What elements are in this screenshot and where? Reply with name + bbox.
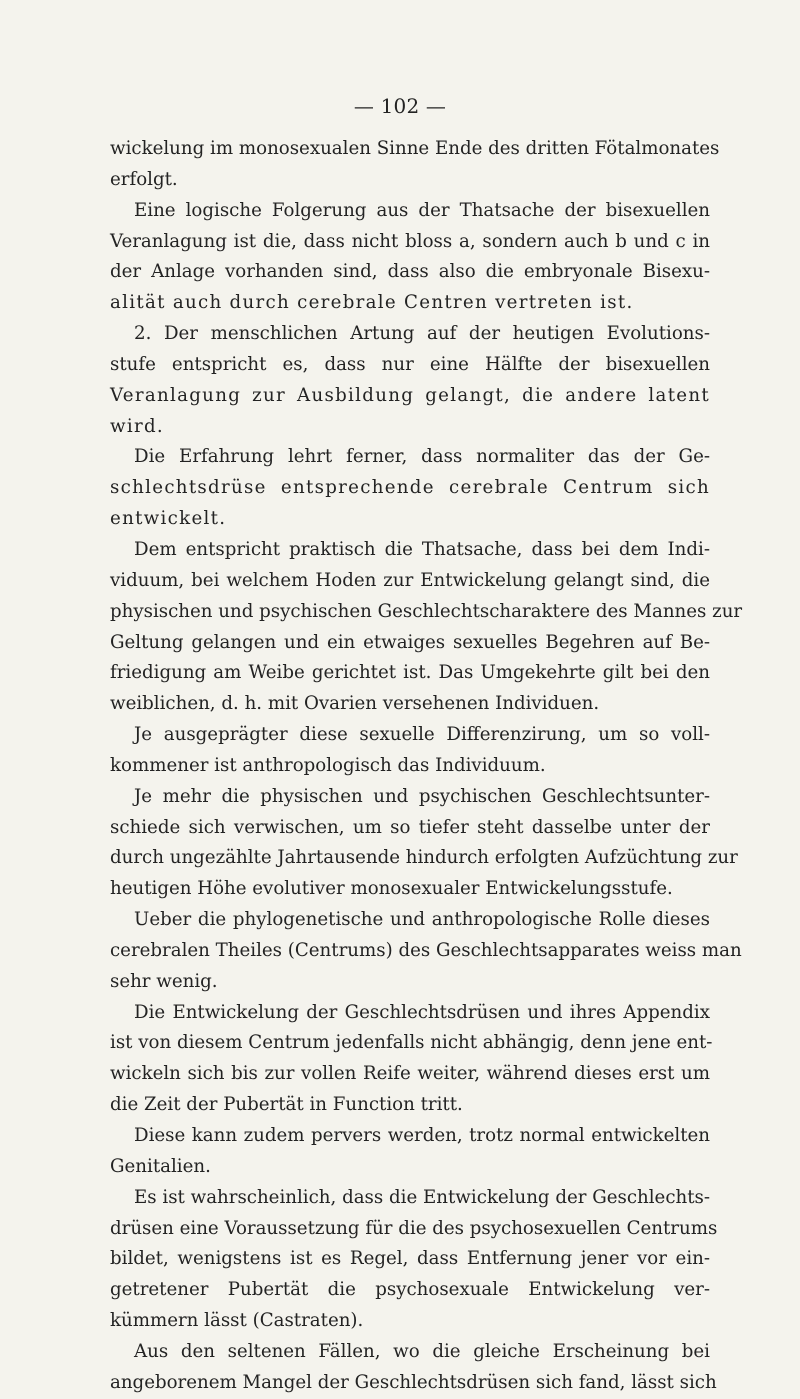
text-line: Ueber die phylogenetische und anthropologische Rolle dieses xyxy=(134,909,710,931)
text-line: sehr wenig. xyxy=(110,970,218,992)
text-line: die Zeit der Pubertät in Function tritt. xyxy=(110,1094,463,1116)
text-line: Die Erfahrung lehrt ferner, dass normaliter das der Ge- xyxy=(134,446,710,468)
text-line: getretener Pubertät die psychosexuale Entwickelung ver- xyxy=(110,1279,710,1301)
text-line: wickeln sich bis zur vollen Reife weiter, während dieses erst um xyxy=(110,1063,710,1085)
text-line: physischen und psychischen Geschlechtscharaktere des Mannes zur xyxy=(110,600,743,622)
text-line: drüsen eine Voraussetzung für die des psychosexuellen Centrums xyxy=(110,1217,718,1239)
text-line: Dem entspricht praktisch die Thatsache, dass bei dem Indi- xyxy=(134,538,710,560)
text-line: 2. Der menschlichen Artung auf der heutigen Evolutions- xyxy=(134,323,710,345)
text-line: Aus den seltenen Fällen, wo die gleiche Erscheinung bei xyxy=(134,1340,710,1362)
text-line: wird. xyxy=(110,415,165,437)
body-text xyxy=(110,134,743,1399)
text-line: Es ist wahrscheinlich, dass die Entwickelung der Geschlechts- xyxy=(134,1186,711,1208)
text-line: cerebralen Theiles (Centrums) des Geschlechtsapparates weiss man xyxy=(110,939,742,961)
text-line: Die Entwickelung der Geschlechtsdrüsen und ihres Appendix xyxy=(134,1001,710,1023)
text-line: kümmern lässt (Castraten). xyxy=(110,1310,364,1332)
text-line: Diese kann zudem pervers werden, trotz normal entwickelten xyxy=(134,1125,710,1146)
text-line: schiede sich verwischen, um so tiefer steht dasselbe unter der xyxy=(110,816,710,838)
text-line: wickelung im monosexualen Sinne Ende des dritten Fötalmonates xyxy=(110,138,720,159)
text-line: Veranlagung ist die, dass nicht bloss a, sondern auch b und c in xyxy=(110,230,710,252)
text-line: schlechtsdrüse entsprechende cerebrale Centrum sich xyxy=(110,477,710,499)
text-line: Veranlagung zur Ausbildung gelangt, die andere latent xyxy=(110,384,710,406)
text-line: Geltung gelangen und ein etwaiges sexuelles Begehren auf Be- xyxy=(110,631,710,653)
text-line: viduum, bei welchem Hoden zur Entwickelung gelangt sind, die xyxy=(110,569,710,591)
text-line: durch ungezählte Jahrtausende hindurch erfolgten Aufzüchtung zur xyxy=(110,847,738,869)
text-line: heutigen Höhe evolutiver monosexualer Entwickelungsstufe. xyxy=(110,878,673,900)
text-line: friedigung am Weibe gerichtet ist. Das Umgekehrte gilt bei den xyxy=(110,662,710,684)
text-line: Je mehr die physischen und psychischen Geschlechtsunter- xyxy=(134,785,710,807)
text-line: ist von diesem Centrum jedenfalls nicht abhängig, denn jene ent- xyxy=(110,1032,713,1054)
text-line: Genitalien. xyxy=(110,1155,211,1177)
text-line: Eine logische Folgerung aus der Thatsache der bisexuellen xyxy=(134,199,710,221)
text-line: bildet, wenigstens ist es Regel, dass Entfernung jener vor ein- xyxy=(110,1248,710,1270)
text-line: der Anlage vorhanden sind, dass also die embryonale Bisexu- xyxy=(110,261,710,283)
text-line: entwickelt. xyxy=(110,508,227,530)
text-line: kommener ist anthropologisch das Individuum. xyxy=(110,754,546,776)
text-line: angeborenem Mangel der Geschlechtsdrüsen sich fand, lässt sich xyxy=(110,1371,717,1393)
page-number-header: — 102 — xyxy=(353,94,447,118)
text-line: alität auch durch cerebrale Centren vertreten ist. xyxy=(110,292,634,314)
text-line: stufe entspricht es, dass nur eine Hälfte der bisexuellen xyxy=(110,353,710,375)
text-line: erfolgt. xyxy=(110,168,178,190)
text-line: Je ausgeprägter diese sexuelle Differenzirung, um so voll- xyxy=(134,724,710,746)
text-line: weiblichen, d. h. mit Ovarien versehenen Individuen. xyxy=(110,693,600,715)
